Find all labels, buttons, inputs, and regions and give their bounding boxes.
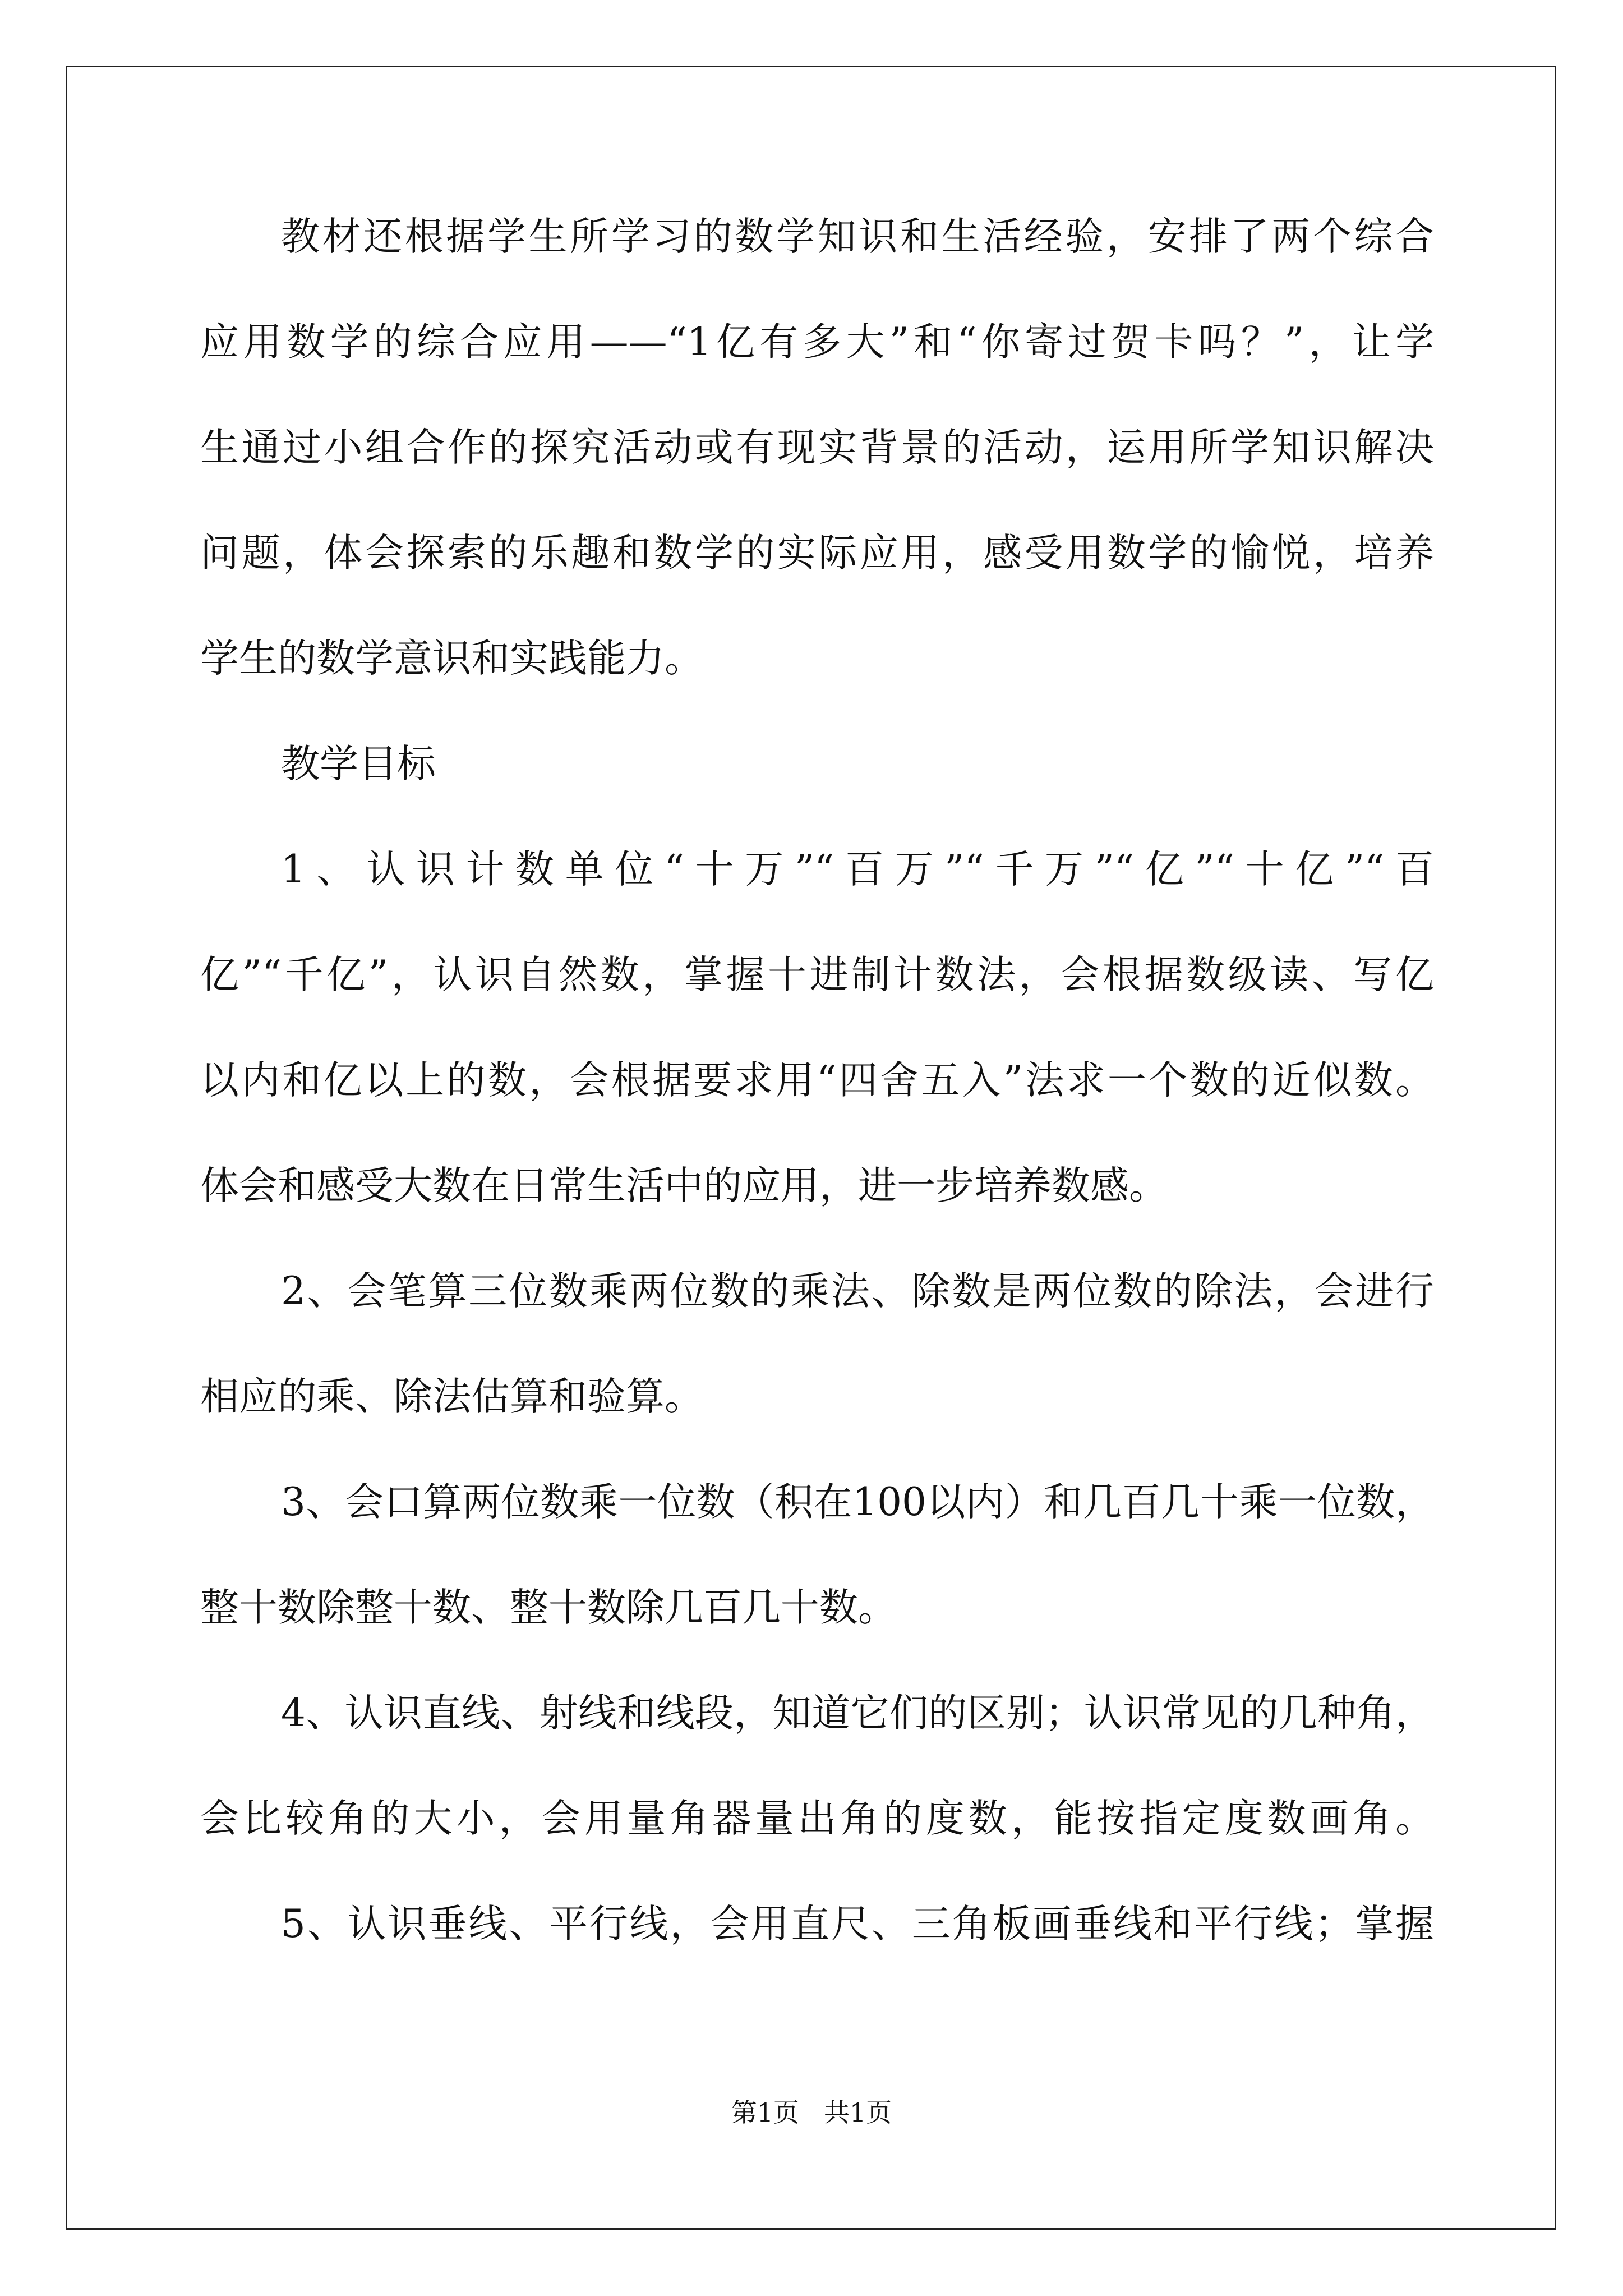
paragraph-line: 体会和感受大数在日常生活中的应用，进一步培养数感。 <box>200 1163 1168 1208</box>
paragraph-line: 相应的乘、除法估算和验算。 <box>200 1374 703 1419</box>
page-total: 共1页 <box>824 2097 892 2128</box>
paragraph-line: 5、认识垂线、平行线，会用直尺、三角板画垂线和平行线；掌握 <box>281 1902 1434 1947</box>
paragraph-line: 整十数除整十数、整十数除几百几十数。 <box>200 1585 897 1630</box>
paragraph-line: 亿”“千亿”，认识自然数，掌握十进制计数法，会根据数级读、写亿 <box>200 953 1434 997</box>
paragraph-line: 生通过小组合作的探究活动或有现实背景的活动，运用所学知识解决 <box>200 425 1434 470</box>
page-footer <box>0 2092 1623 2129</box>
paragraph-line: 以内和亿以上的数，会根据要求用“四舍五入”法求一个数的近似数。 <box>200 1058 1434 1103</box>
paragraph-line: 1、认识计数单位“十万”“百万”“千万”“亿”“十亿”“百 <box>281 847 1434 892</box>
paragraph-line: 2、会笔算三位数乘两位数的乘法、除数是两位数的除法，会进行 <box>281 1269 1434 1314</box>
paragraph-line: 教材还根据学生所学习的数学知识和生活经验，安排了两个综合 <box>281 214 1434 259</box>
paragraph-line: 会比较角的大小，会用量角器量出角的度数，能按指定度数画角。 <box>200 1796 1434 1841</box>
paragraph-line: 3、会口算两位数乘一位数（积在100以内）和几百几十乘一位数， <box>281 1480 1434 1525</box>
paragraph-line: 问题，体会探索的乐趣和数学的实际应用，感受用数学的愉悦，培养 <box>200 531 1434 576</box>
section-heading: 教学目标 <box>281 742 436 786</box>
page-number: 第1页 <box>731 2097 799 2128</box>
paragraph-line: 应用数学的综合应用——“1亿有多大”和“你寄过贺卡吗？”，让学 <box>200 320 1434 365</box>
paragraph-line: 4、认识直线、射线和线段，知道它们的区别；认识常见的几种角， <box>281 1691 1434 1736</box>
paragraph-line: 学生的数学意识和实践能力。 <box>200 636 703 681</box>
